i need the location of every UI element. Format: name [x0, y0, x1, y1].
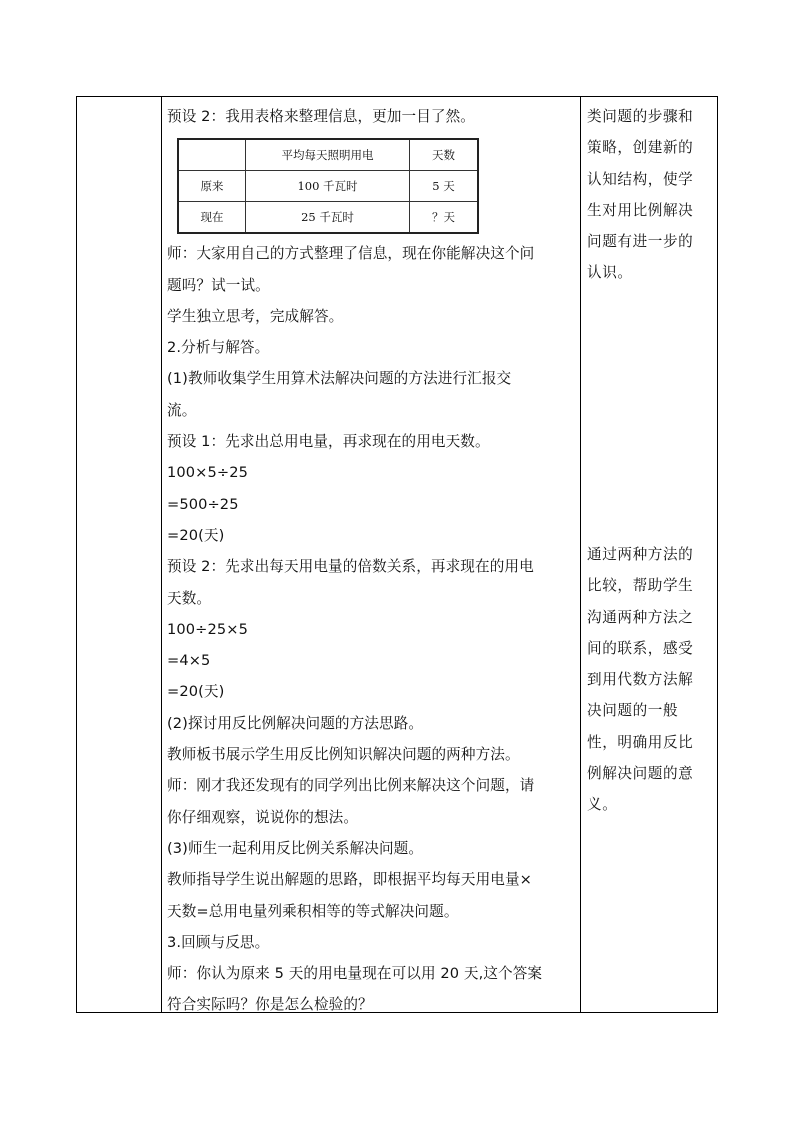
note-line: 策略，创建新的 — [587, 139, 694, 157]
main-line: 3.回顾与反思。 — [167, 933, 270, 951]
info-table-cell: 5 天 — [410, 171, 479, 202]
note-line: 义。 — [587, 796, 618, 814]
main-line: =500÷25 — [167, 495, 239, 513]
main-text-block — [167, 238, 575, 1020]
main-line: 符合实际吗？你是怎么检验的？ — [167, 996, 373, 1014]
main-line: 师：你认为原来 5 天的用电量现在可以用 20 天,这个答案 — [167, 965, 543, 983]
main-line: 师：大家用自己的方式整理了信息，现在你能解决这个问 — [167, 245, 535, 263]
note-line: 通过两种方法的 — [587, 546, 694, 563]
note-line: 决问题的一般 — [587, 702, 679, 720]
note-line: 性，明确用反比 — [587, 733, 694, 751]
note-line: 认知结构，使学 — [587, 170, 694, 188]
info-table-cell: ？天 — [410, 202, 479, 234]
note-line: 沟通两种方法之 — [587, 608, 694, 626]
main-line: 预设 2：先求出每天用电量的倍数关系，再求现在的用电 — [167, 558, 534, 576]
note-line: 到用代数方法解 — [587, 671, 694, 689]
main-line: 100÷25×5 — [167, 620, 248, 638]
main-line: =20(天) — [167, 683, 225, 701]
main-line: 教师板书展示学生用反比例知识解决问题的两种方法。 — [167, 746, 520, 764]
main-line: 教师指导学生说出解题的思路，即根据平均每天用电量× — [167, 871, 532, 889]
note-line: 比较，帮助学生 — [587, 577, 694, 595]
main-line: 100×5÷25 — [167, 464, 248, 482]
column-divider-left — [161, 97, 162, 1012]
info-table-cell: 25 千瓦时 — [246, 202, 410, 234]
note-line: 生对用比例解决 — [587, 201, 694, 219]
main-line: 流。 — [167, 401, 197, 419]
column-divider-right — [580, 97, 581, 1012]
info-table-header-row — [178, 139, 478, 171]
main-line: 师：刚才我还发现有的同学列出比例来解决这个问题，请 — [167, 777, 535, 795]
info-table-header-cell — [178, 139, 246, 171]
info-table-row — [178, 171, 478, 202]
main-line: 预设 2：我用表格来整理信息，更加一目了然。 — [167, 108, 476, 125]
main-line: 学生独立思考，完成解答。 — [167, 307, 344, 325]
note-line: 间的联系，感受 — [587, 639, 694, 657]
main-line: =20(天) — [167, 526, 225, 544]
main-line: (3)师生一起利用反比例关系解决问题。 — [167, 839, 424, 857]
main-line: 预设 1：先求出总用电量，再求现在的用电天数。 — [167, 433, 490, 451]
design-intent-note-top — [587, 101, 711, 289]
main-line: (1)教师收集学生用算术法解决问题的方法进行汇报交 — [167, 370, 512, 388]
design-intent-note-bottom — [587, 539, 711, 821]
note-line: 认识。 — [587, 264, 633, 282]
main-line: 2.分析与解答。 — [167, 339, 270, 357]
info-table-row — [178, 202, 478, 234]
main-line: 天数。 — [167, 589, 212, 607]
teaching-process-column — [167, 101, 575, 1021]
note-line: 类问题的步骤和 — [587, 108, 694, 125]
main-line: (2)探讨用反比例解决问题的方法思路。 — [167, 714, 424, 732]
info-table — [177, 138, 479, 234]
main-line: =4×5 — [167, 652, 211, 670]
info-table-cell: 现在 — [178, 202, 246, 234]
lesson-table — [76, 96, 718, 1013]
info-table-header-cell: 天数 — [410, 139, 479, 171]
note-line: 问题有进一步的 — [587, 233, 694, 251]
info-table-cell: 原来 — [178, 171, 246, 202]
main-line: 天数=总用电量列乘积相等的等式解决问题。 — [167, 902, 459, 920]
main-line: 你仔细观察，说说你的想法。 — [167, 808, 359, 826]
main-line: 题吗？试一试。 — [167, 276, 270, 294]
note-line: 例解决问题的意 — [587, 765, 694, 783]
info-table-cell: 100 千瓦时 — [246, 171, 410, 202]
info-table-header-cell: 平均每天照明用电 — [246, 139, 410, 171]
